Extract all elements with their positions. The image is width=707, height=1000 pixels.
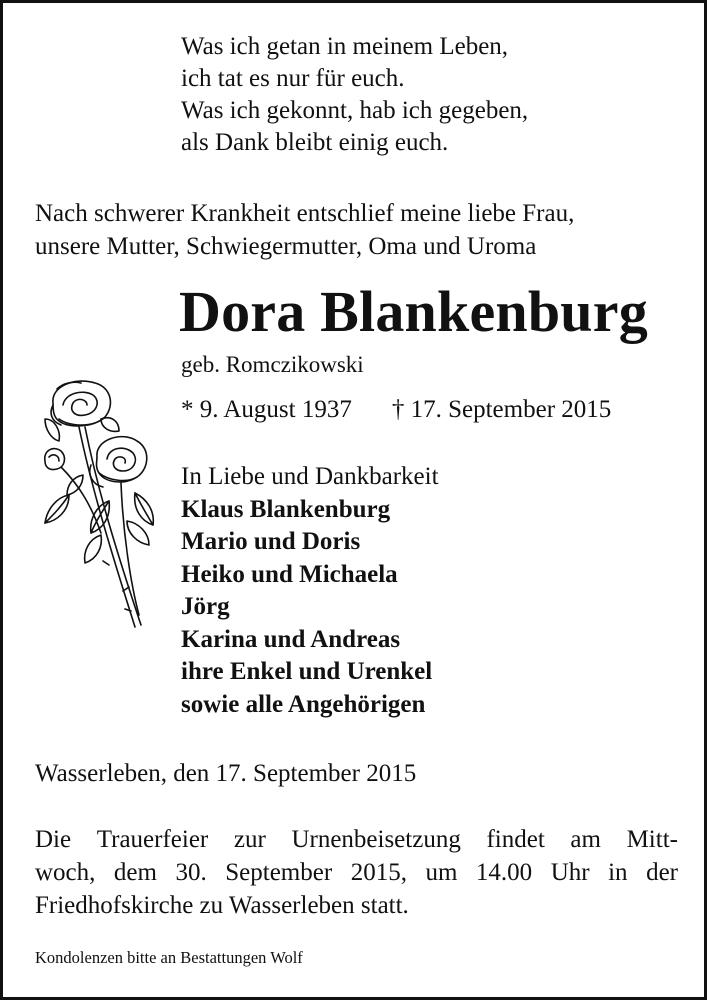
death-date: † 17. September 2015 xyxy=(391,396,612,423)
intro-text xyxy=(35,197,574,263)
service-line: Friedhofskirche zu Wasserleben statt. xyxy=(35,892,409,919)
poem-line: ich tat es nur für euch. xyxy=(181,65,405,92)
poem xyxy=(181,31,528,159)
intro-line: unsere Mutter, Schwiegermutter, Oma und Uroma xyxy=(35,233,537,260)
service-line: woch, dem 30. September 2015, um 14.00 Uhr in der xyxy=(35,859,678,886)
mourner-name: ihre Enkel und Urenkel xyxy=(181,658,433,685)
poem-line: Was ich getan in meinem Leben, xyxy=(181,33,509,60)
mourner-name: Mario und Doris xyxy=(181,528,361,555)
service-line: Die Trauerfeier zur Urnenbeisetzung findet am Mitt- xyxy=(35,826,678,853)
roses-icon xyxy=(39,375,165,637)
maiden-name: geb. Romczikowski xyxy=(181,352,364,377)
mourner-name: Karina und Andreas xyxy=(181,625,401,653)
life-dates xyxy=(181,395,611,425)
birth-date: * 9. August 1937 xyxy=(181,396,352,423)
mourner-name: Heiko und Michaela xyxy=(181,560,398,588)
intro-line: Nach schwerer Krankheit entschlief meine liebe Frau, xyxy=(35,200,575,227)
mourners-intro: In Liebe und Dankbarkeit xyxy=(181,463,439,490)
mourners-block xyxy=(181,461,439,721)
mourner-name: Jörg xyxy=(181,593,230,620)
funeral-service-text xyxy=(35,823,678,922)
deceased-name: Dora Blankenburg xyxy=(179,279,648,344)
mourner-name: Klaus Blankenburg xyxy=(181,495,391,523)
mourner-name: sowie alle Angehörigen xyxy=(181,690,426,718)
poem-line: Was ich gekonnt, hab ich gegeben, xyxy=(181,97,529,124)
place-and-date: Wasserleben, den 17. September 2015 xyxy=(35,760,417,787)
condolences-note: Kondolenzen bitte an Bestattungen Wolf xyxy=(35,948,303,967)
poem-line: als Dank bleibt einig euch. xyxy=(181,129,449,156)
